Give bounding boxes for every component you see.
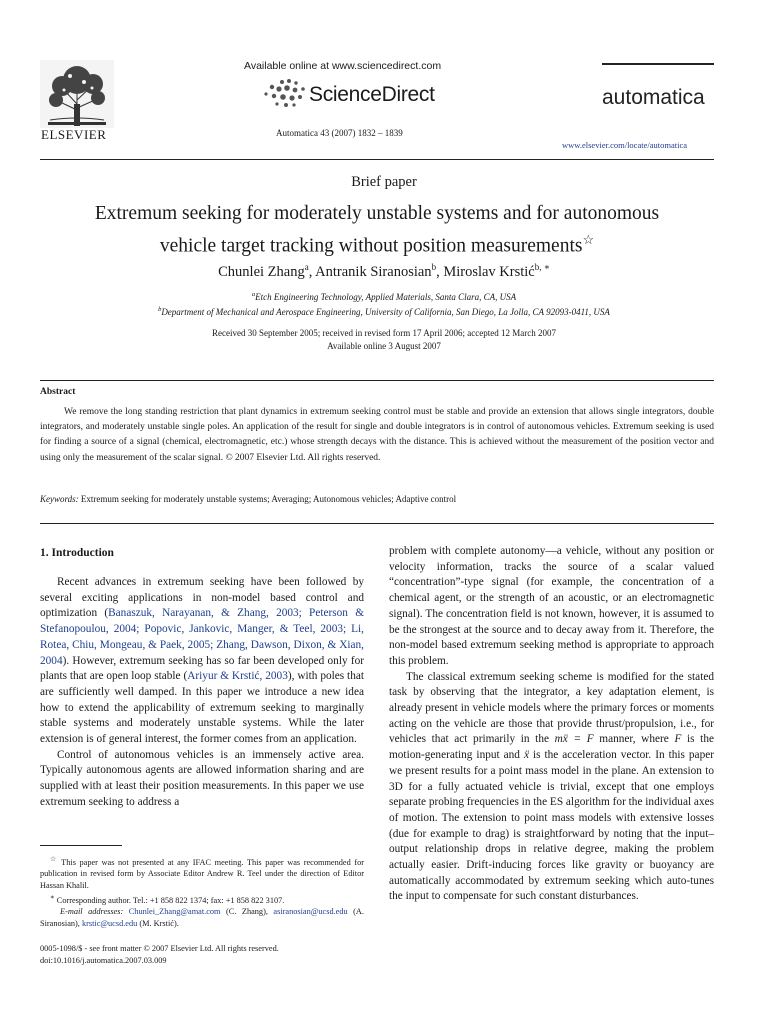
footnote-mark: ∗	[50, 893, 55, 901]
publisher-name: ELSEVIER	[41, 127, 107, 142]
paragraph-text: The classical extremum seeking scheme is modified for the stated task by observing that the integrator, a key adaptation element, is already present in vehicle models where the primary forces or moments acting on the vehicle are those that provide thrust/propulsion, i.e., for vehicles that act primarily in the	[389, 670, 714, 746]
abstract-bottom-rule	[40, 523, 714, 524]
footnote-text: This paper was not presented at any IFAC meeting. This paper was recommended for publication in revised form by Associate Editor Andrew R. Teel under the direction of Editor Hassan Khalil.	[40, 857, 364, 890]
intro-paragraph	[389, 670, 714, 906]
email-owner: (A. Siranosian),	[40, 906, 364, 928]
affiliation-a	[0, 291, 768, 302]
right-column	[389, 544, 714, 905]
available-online-text: Available online at www.sciencedirect.com	[244, 60, 442, 72]
citation-link[interactable]: Ariyur & Krstić, 2003	[187, 670, 288, 683]
author-affil-sup: b, ∗	[534, 262, 550, 272]
paper-title	[40, 201, 714, 260]
email-label: E-mail addresses:	[60, 906, 124, 916]
email-link[interactable]: asiranosian@ucsd.edu	[273, 906, 348, 916]
paragraph-text: ). However, extremum seeking has so far been developed only for plants that are open loop stable (	[40, 654, 364, 683]
intro-paragraph: Control of autonomous vehicles is an immensely active area. Typically autonomous agents are allowed information sharing and are supplied with at least their position measurements. In this paper we use extremum seeking to address a	[40, 748, 364, 808]
author-name: Miroslav Krstić	[443, 263, 535, 280]
footnote-mark: ☆	[50, 856, 58, 863]
equation-inline: mẍ = F	[554, 733, 594, 746]
paragraph-text: manner, where	[593, 733, 675, 746]
footnote-text: Corresponding author. Tel.: +1 858 822 1374; fax: +1 858 822 3107.	[56, 895, 285, 905]
paper-type: Brief paper	[351, 174, 417, 190]
email-link[interactable]: krstic@ucsd.edu	[81, 918, 138, 928]
abstract-heading: Abstract	[40, 387, 76, 397]
elsevier-tree-logo	[40, 60, 114, 128]
keywords	[40, 494, 456, 504]
keywords-label: Keywords:	[40, 494, 79, 504]
title-footnote-mark[interactable]: ☆	[582, 232, 595, 247]
abstract-text: We remove the long standing restriction that plant dynamics in extremum seeking control must be stable and provide an extension that allows single integrators, double integrators, and moderately unstable single poles. An application of the result for single and double integrators is in control of autonomous vehicles. Extremum seeking is used for finding a source of a signal (chemical, electromagnetic, etc.) whose strength decays with the distance. This is achieved without the measurement of the position vector and using only the measurement of the scalar signal. © 2007 Elsevier Ltd. All rights reserved.	[40, 407, 714, 463]
author-affil-sup: b	[431, 262, 437, 272]
author-list: Chunlei Zhang$^a$, Antranik Siranosian$^b$, Miroslav Krstić$^{b, ∗}$	[218, 262, 550, 280]
math-symbol: ẍ	[523, 749, 529, 762]
journal-name: automatica	[602, 86, 705, 109]
email-owner: (M. Krstić).	[139, 918, 179, 928]
sciencedirect-dots-icon	[262, 78, 312, 108]
abstract-top-rule	[40, 380, 714, 381]
intro-paragraph	[40, 575, 364, 748]
citation-link[interactable]: Banaszuk, Narayanan, & Zhang, 2003; Peterson & Stefanopoulou, 2004; Popovic, Jankovic, Manger, & Teel, 2003; Li, Rotea, Chiu, Mongeau, & Paek, 2005; Zhang, Dawson, Dixon, & Xian, 2004	[40, 607, 364, 667]
footnotes	[40, 854, 364, 929]
paragraph-text: Recent advances in extremum seeking have been followed by several exciting applications in non-model based control and optimization (	[40, 576, 364, 620]
affiliation-text: Etch Engineering Technology, Applied Materials, Santa Clara, CA, USA	[255, 292, 517, 302]
intro-paragraph: problem with complete autonomy—a vehicle, without any position or velocity information, tracks the source of a scalar valued “concentration”-type signal (for example, the concentration of a chemical agent, or the strength of an acoustic, or an electromagnetic signal). The concentration field is not known, however, it is assumed to be the strongest at the source and to decay away from it. Therefore, the non-model based extremum seeking method is appropriate to approach this problem.	[389, 545, 714, 667]
affiliation-b	[0, 306, 768, 317]
footnote-title	[40, 854, 364, 892]
title-line-2: vehicle target tracking without position measurements	[159, 235, 583, 257]
front-matter	[40, 943, 279, 967]
math-symbol: F	[674, 733, 682, 746]
journal-url-link[interactable]: www.elsevier.com/locate/automatica	[562, 140, 688, 150]
section-heading-introduction: 1. Introduction	[40, 547, 114, 559]
copyright-line: 0005-1098/$ - see front matter © 2007 Elsevier Ltd. All rights reserved.	[40, 944, 279, 953]
keywords-list: Extremum seeking for moderately unstable systems; Averaging; Autonomous vehicles; Adaptive control	[80, 494, 457, 504]
journal-citation: Automatica 43 (2007) 1832 – 1839	[276, 128, 403, 138]
author-affil-sup: a	[304, 262, 309, 272]
received-dates: Received 30 September 2005; received in revised form 17 April 2006; accepted 12 March 2007	[212, 328, 556, 338]
sciencedirect-brand[interactable]: ScienceDirect	[309, 83, 435, 106]
footnote-emails	[40, 906, 364, 929]
affiliation-text: Department of Mechanical and Aerospace Engineering, University of California, San Diego, La Jolla, CA 92093-0411, USA	[161, 307, 610, 317]
author-name: Chunlei Zhang	[218, 263, 305, 280]
available-date: Available online 3 August 2007	[327, 341, 441, 351]
email-link[interactable]: Chunlei_Zhang@amat.com	[128, 906, 221, 916]
footnote-rule	[40, 845, 122, 846]
author-name: Antranik Siranosian	[315, 263, 432, 280]
header-divider	[40, 159, 714, 160]
email-owner: (C. Zhang),	[226, 906, 268, 916]
footnote-corresponding	[40, 892, 364, 906]
paragraph-text: ), with poles that are sufficiently well damped. In this paper we introduce a new idea how to extend the applicability of extremum seeking to marginally stable systems and moderately unstable systems. While the later extension is of general interest, the former comes from an application.	[40, 670, 364, 746]
title-line-1: Extremum seeking for moderately unstable systems and for autonomous	[94, 203, 660, 224]
affiliation-sup: b	[158, 306, 162, 313]
journal-top-rule	[602, 63, 714, 65]
paragraph-text: is the motion-generating input and	[389, 733, 714, 762]
paragraph-text: is the acceleration vector. In this paper we present results for a point mass model in the plane. An extension to 3D for a fully actuated vehicle is trivial, except that one employs separate probing frequencies in the ES algorithm for the individual axes of motion. The extension to point mass models with extensive losses (due for example to drag) is straightforward by noting that the input–output relationship drops in relative degree, making the problem actually easier. Drift-inducing forces like gravity or buoyancy are automatically accommodated by extremum seeking which auto-tunes the input to compensate for such constant disturbances.	[389, 749, 715, 903]
affiliation-sup: a	[251, 291, 256, 298]
left-column	[40, 575, 364, 811]
doi-link[interactable]: doi:10.1016/j.automatica.2007.03.009	[40, 956, 167, 965]
